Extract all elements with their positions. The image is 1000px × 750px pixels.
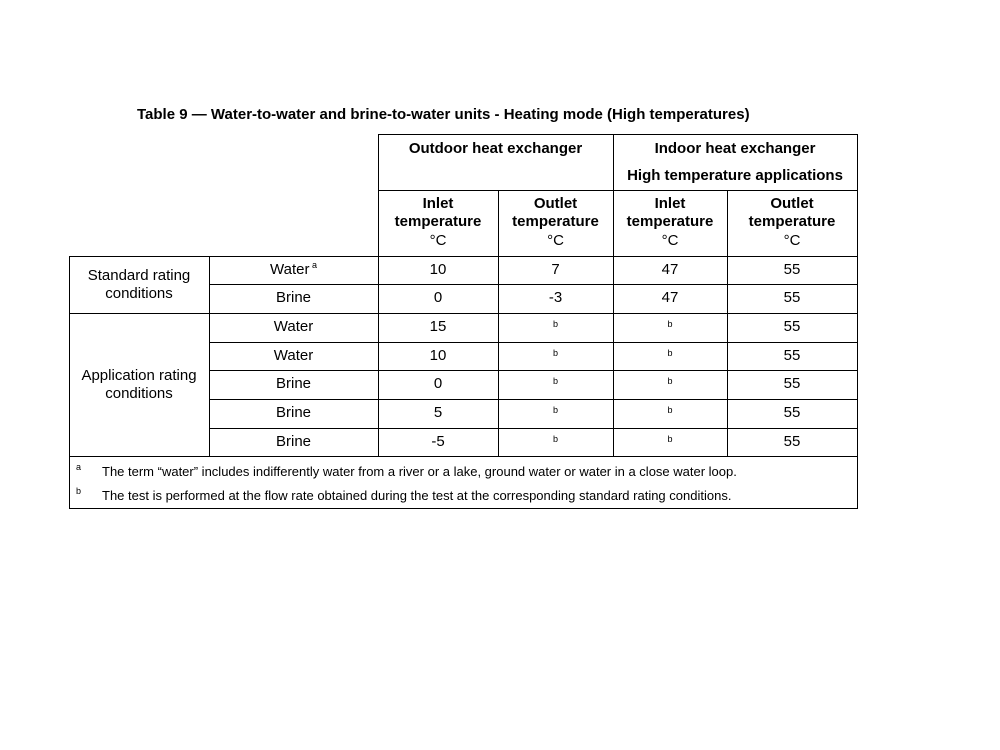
indoor-heat-exchanger-label: Indoor heat exchanger bbox=[654, 140, 816, 157]
row-rule bbox=[209, 342, 858, 343]
group-label-2-line1: Application rating bbox=[81, 366, 197, 384]
column-rule bbox=[209, 256, 210, 457]
column-header-2-line2: temperature bbox=[512, 213, 599, 230]
value-cell: 7 bbox=[551, 261, 560, 278]
footnote-ref-cell: b bbox=[552, 434, 559, 444]
footnote-ref-cell: b bbox=[552, 376, 559, 386]
row-rule-full bbox=[69, 456, 858, 457]
column-header-2-line1: Outlet bbox=[533, 195, 578, 212]
medium-cell: Water bbox=[273, 318, 314, 335]
group-label-1-line2: conditions bbox=[105, 284, 173, 302]
group-label-2-line2: conditions bbox=[105, 384, 173, 402]
footnote-ref-cell: b bbox=[667, 376, 673, 386]
row-rule-full bbox=[69, 256, 858, 257]
value-cell: 15 bbox=[429, 318, 447, 335]
footnote-text: The test is performed at the flow rate obtained during the test at the corresponding standard rating conditions. bbox=[102, 488, 732, 503]
header-divider-1 bbox=[498, 190, 499, 257]
column-header-4-line2: temperature bbox=[748, 213, 836, 230]
value-cell: 47 bbox=[661, 261, 679, 278]
column-header-1-line2: temperature bbox=[394, 213, 482, 230]
footnote-ref-cell: b bbox=[667, 319, 673, 329]
medium-cell: Brine bbox=[275, 289, 312, 306]
medium-cell: Brine bbox=[275, 375, 312, 392]
column-header-1-line1: Inlet bbox=[422, 195, 454, 212]
header-divider-2 bbox=[727, 190, 728, 257]
value-cell: 55 bbox=[783, 433, 801, 450]
value-cell: -3 bbox=[548, 289, 563, 306]
column-header-1-unit: °C bbox=[429, 232, 447, 249]
footnote-ref-cell: b bbox=[667, 434, 673, 444]
high-temperature-applications-label: High temperature applications bbox=[627, 167, 843, 184]
footnote-ref-cell: b bbox=[552, 319, 559, 329]
medium-cell: Water $^a$ bbox=[270, 260, 317, 278]
value-cell: 55 bbox=[783, 318, 801, 335]
value-cell: -5 bbox=[431, 433, 445, 450]
footnote-text: The term “water” includes indifferently water from a river or a lake, ground water or water in a close water loop. bbox=[102, 464, 737, 479]
medium-cell: Brine bbox=[275, 433, 312, 450]
footnote-ref: a bbox=[309, 260, 317, 270]
row-rule bbox=[209, 428, 858, 429]
footnote-ref-cell: b bbox=[552, 348, 559, 358]
column-header-4-line1: Outlet bbox=[770, 195, 814, 212]
column-header-4-unit: °C bbox=[783, 232, 801, 249]
medium-cell: Water bbox=[273, 347, 314, 364]
value-cell: 0 bbox=[433, 289, 443, 306]
column-header-3-unit: °C bbox=[661, 232, 679, 249]
table-title: Table 9 — Water-to-water and brine-to-water units - Heating mode (High temperatures) bbox=[137, 106, 750, 123]
footnote-ref-cell: b bbox=[667, 348, 673, 358]
row-rule bbox=[209, 284, 858, 285]
column-header-3-line1: Inlet bbox=[654, 195, 686, 212]
value-cell: 10 bbox=[429, 347, 447, 364]
row-rule-full bbox=[69, 313, 858, 314]
column-rule bbox=[378, 256, 379, 457]
medium-cell: Brine bbox=[275, 404, 312, 421]
column-rule bbox=[498, 256, 499, 457]
row-rule bbox=[209, 399, 858, 400]
value-cell: 55 bbox=[783, 404, 801, 421]
footnote-ref-cell: b bbox=[667, 405, 673, 415]
value-cell: 55 bbox=[783, 347, 801, 364]
value-cell: 47 bbox=[661, 289, 679, 306]
footnote-mark: a bbox=[76, 462, 82, 472]
value-cell: 55 bbox=[783, 289, 801, 306]
group-label-1-line1: Standard rating bbox=[87, 266, 191, 284]
header-subdivider bbox=[378, 190, 858, 191]
footnote-ref-cell: b bbox=[552, 405, 559, 415]
value-cell: 10 bbox=[429, 261, 447, 278]
row-rule bbox=[209, 370, 858, 371]
column-header-2-unit: °C bbox=[547, 232, 564, 249]
column-rule bbox=[727, 256, 728, 457]
value-cell: 0 bbox=[433, 375, 443, 392]
value-cell: 5 bbox=[433, 404, 443, 421]
value-cell: 55 bbox=[783, 261, 801, 278]
column-header-3-line2: temperature bbox=[626, 213, 714, 230]
outdoor-heat-exchanger-label: Outdoor heat exchanger bbox=[408, 140, 583, 157]
column-rule bbox=[613, 256, 614, 457]
value-cell: 55 bbox=[783, 375, 801, 392]
footnote-mark: b bbox=[76, 486, 82, 496]
